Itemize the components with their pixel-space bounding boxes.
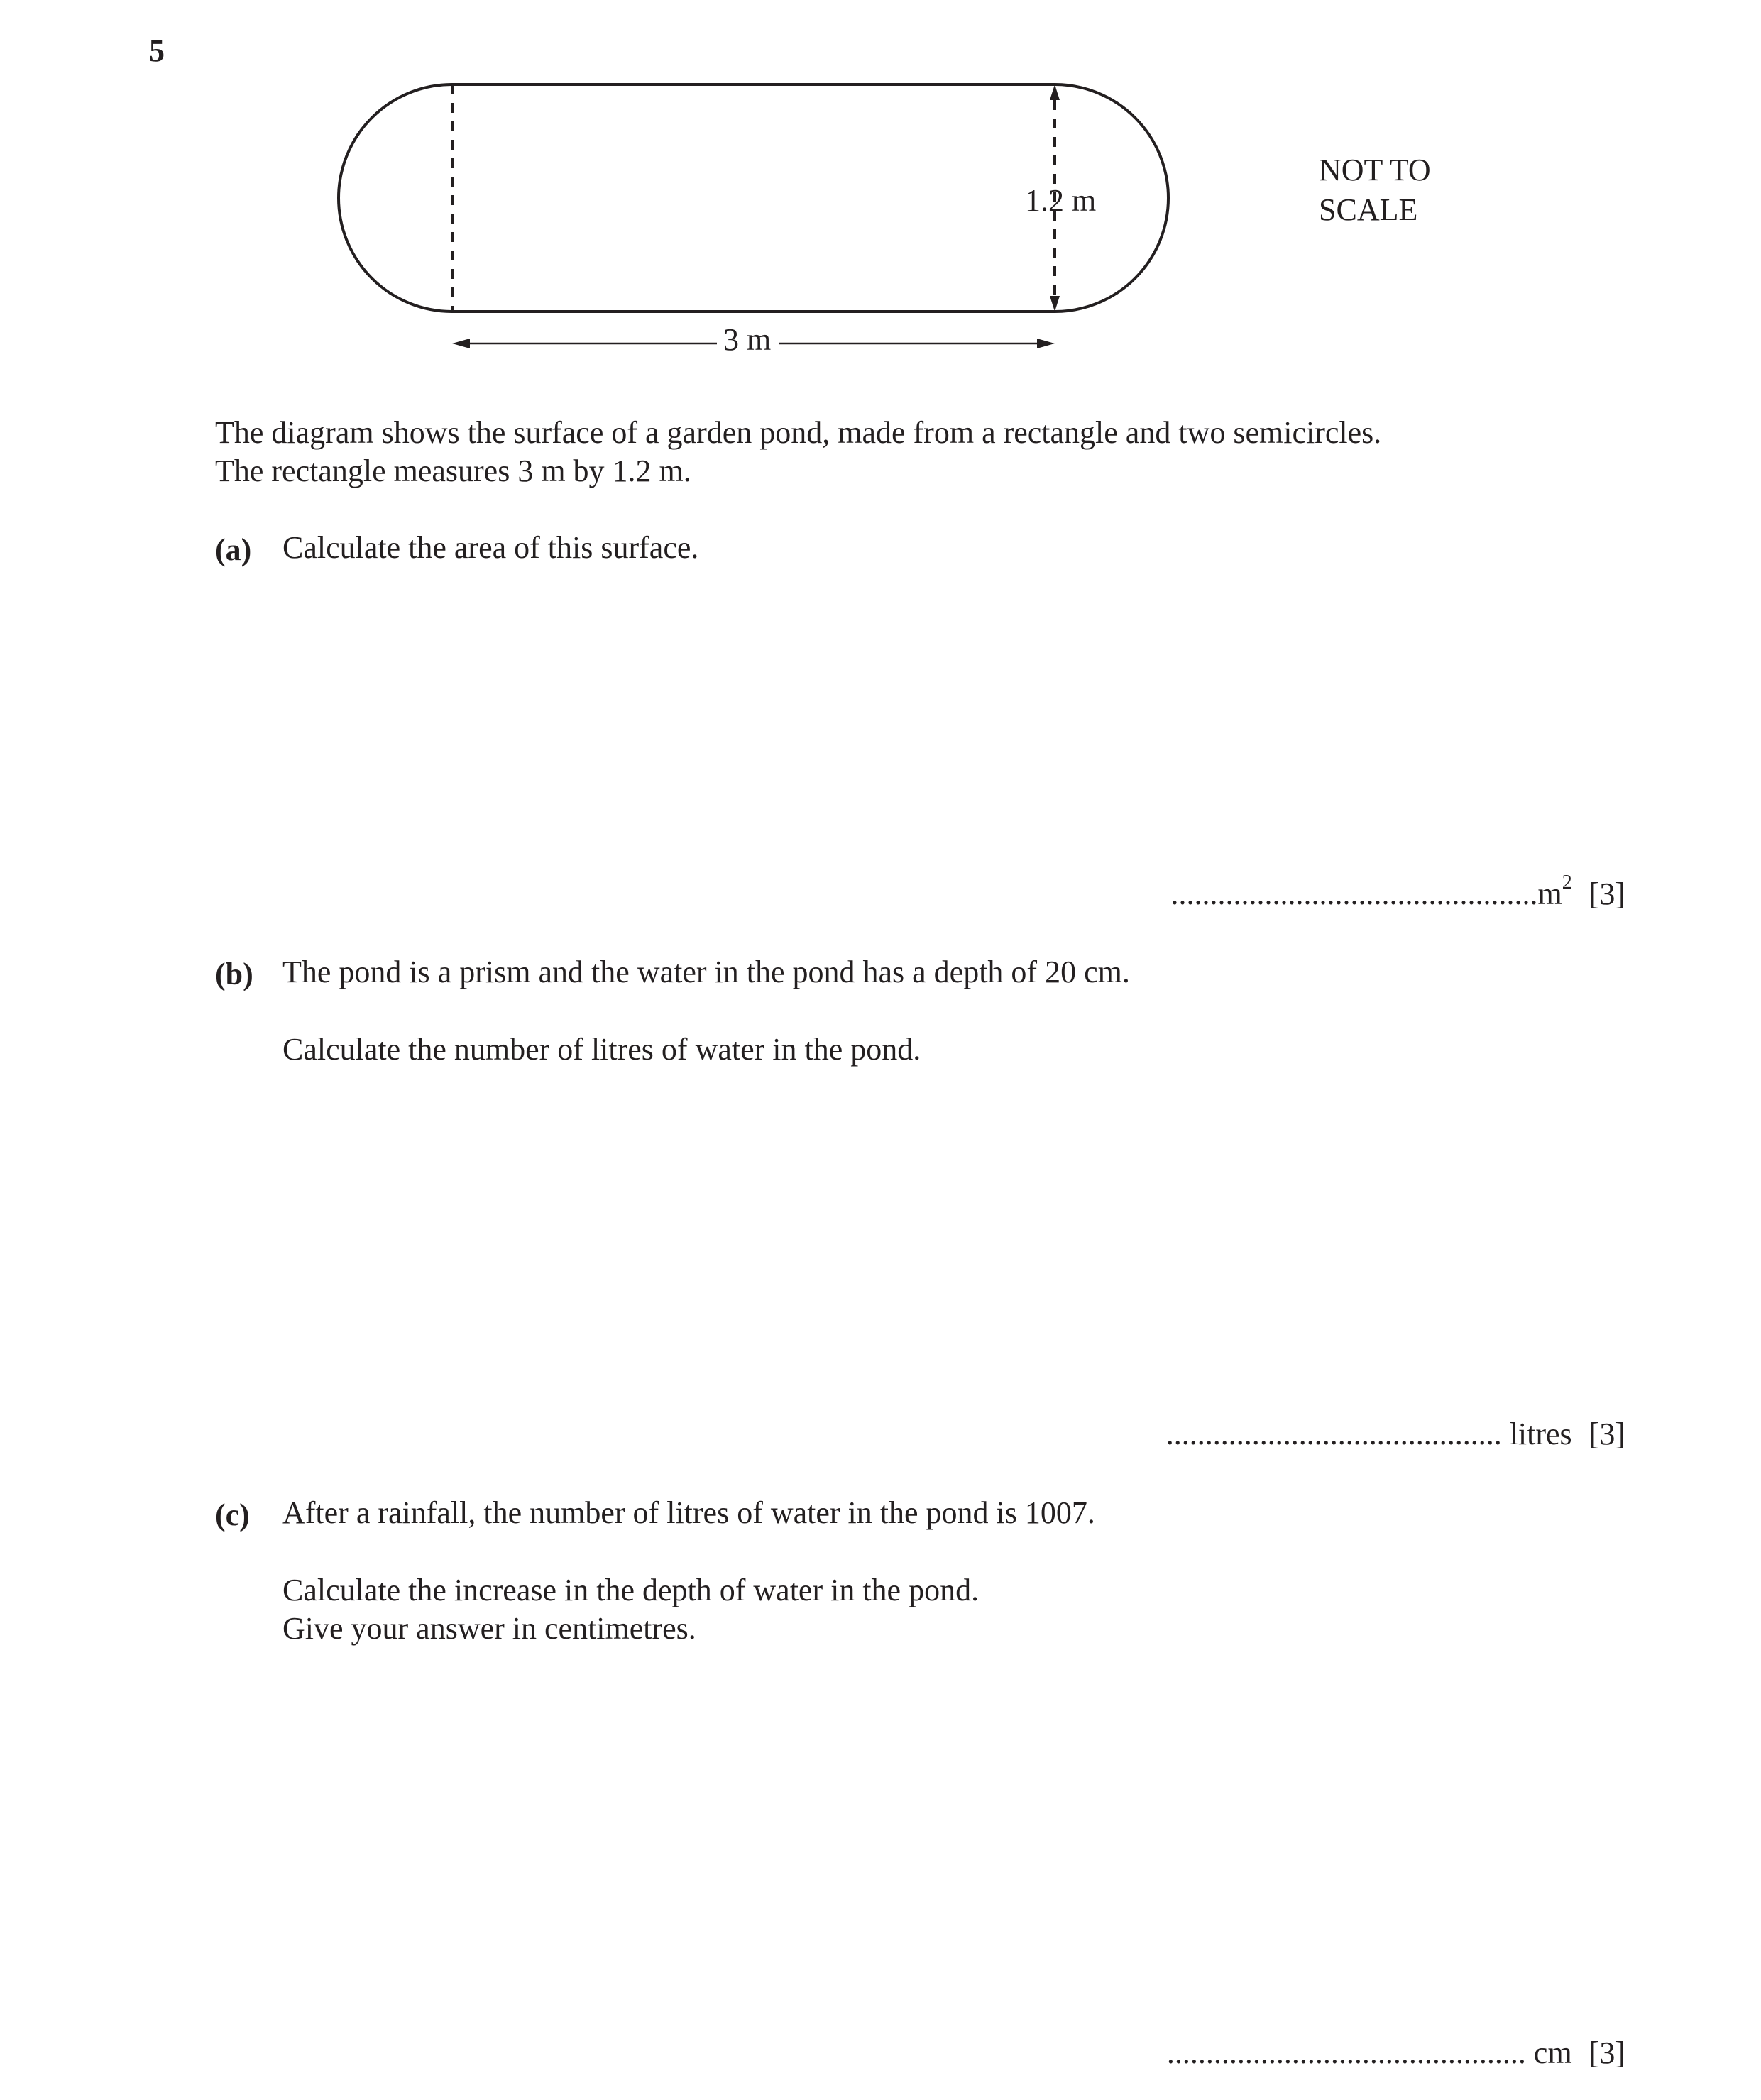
intro-line-2: The rectangle measures 3 m by 1.2 m. [215, 453, 691, 488]
part-b-answer-dots: ........................................... [1165, 1417, 1502, 1451]
height-label: 1.2 m [1025, 183, 1097, 218]
part-a-answer-unit: m [1537, 876, 1562, 911]
not-to-scale-note [1319, 150, 1431, 230]
pond-diagram [0, 0, 1761, 397]
part-c-answer-dots: .............................................. [1166, 2035, 1526, 2070]
part-a-marks: [3] [1589, 876, 1625, 911]
part-a-answer-line [1170, 872, 1625, 912]
part-a-line-1: Calculate the area of this surface. [282, 530, 699, 565]
part-b-label: (b) [215, 957, 253, 991]
part-c-line-1: After a rainfall, the number of litres of water in the pond is 1007. [282, 1495, 1095, 1530]
part-c-line-3: Give your answer in centimetres. [282, 1611, 696, 1646]
part-b-marks: [3] [1589, 1417, 1625, 1451]
part-b-answer-unit: litres [1509, 1417, 1572, 1451]
part-a-label: (a) [215, 532, 252, 567]
height-arrow-bottom [1050, 296, 1060, 312]
question-number: 5 [149, 33, 165, 68]
width-arrow-left [452, 339, 470, 348]
part-c-answer-line [1167, 2035, 1625, 2071]
part-b-line-1: The pond is a prism and the water in the pond has a depth of 20 cm. [282, 955, 1130, 989]
part-c-line-2: Calculate the increase in the depth of water in the pond. [282, 1573, 980, 1607]
intro-line-1: The diagram shows the surface of a garden pond, made from a rectangle and two semicircles. [215, 415, 1382, 450]
part-a-answer-dots: ............................................... [1170, 876, 1538, 911]
note-line-2: SCALE [1319, 192, 1418, 227]
part-c-answer-unit: cm [1533, 2035, 1572, 2070]
width-arrow-right [1037, 339, 1055, 348]
width-label: 3 m [723, 322, 772, 357]
part-c-label: (c) [215, 1497, 250, 1532]
height-arrow-top [1050, 84, 1060, 100]
part-a-answer-unit-sup: 2 [1562, 872, 1572, 894]
note-line-1: NOT TO [1319, 153, 1431, 187]
part-b-answer-line [1166, 1416, 1625, 1452]
part-b-line-2: Calculate the number of litres of water in the pond. [282, 1032, 921, 1067]
part-c-marks: [3] [1589, 2035, 1625, 2070]
